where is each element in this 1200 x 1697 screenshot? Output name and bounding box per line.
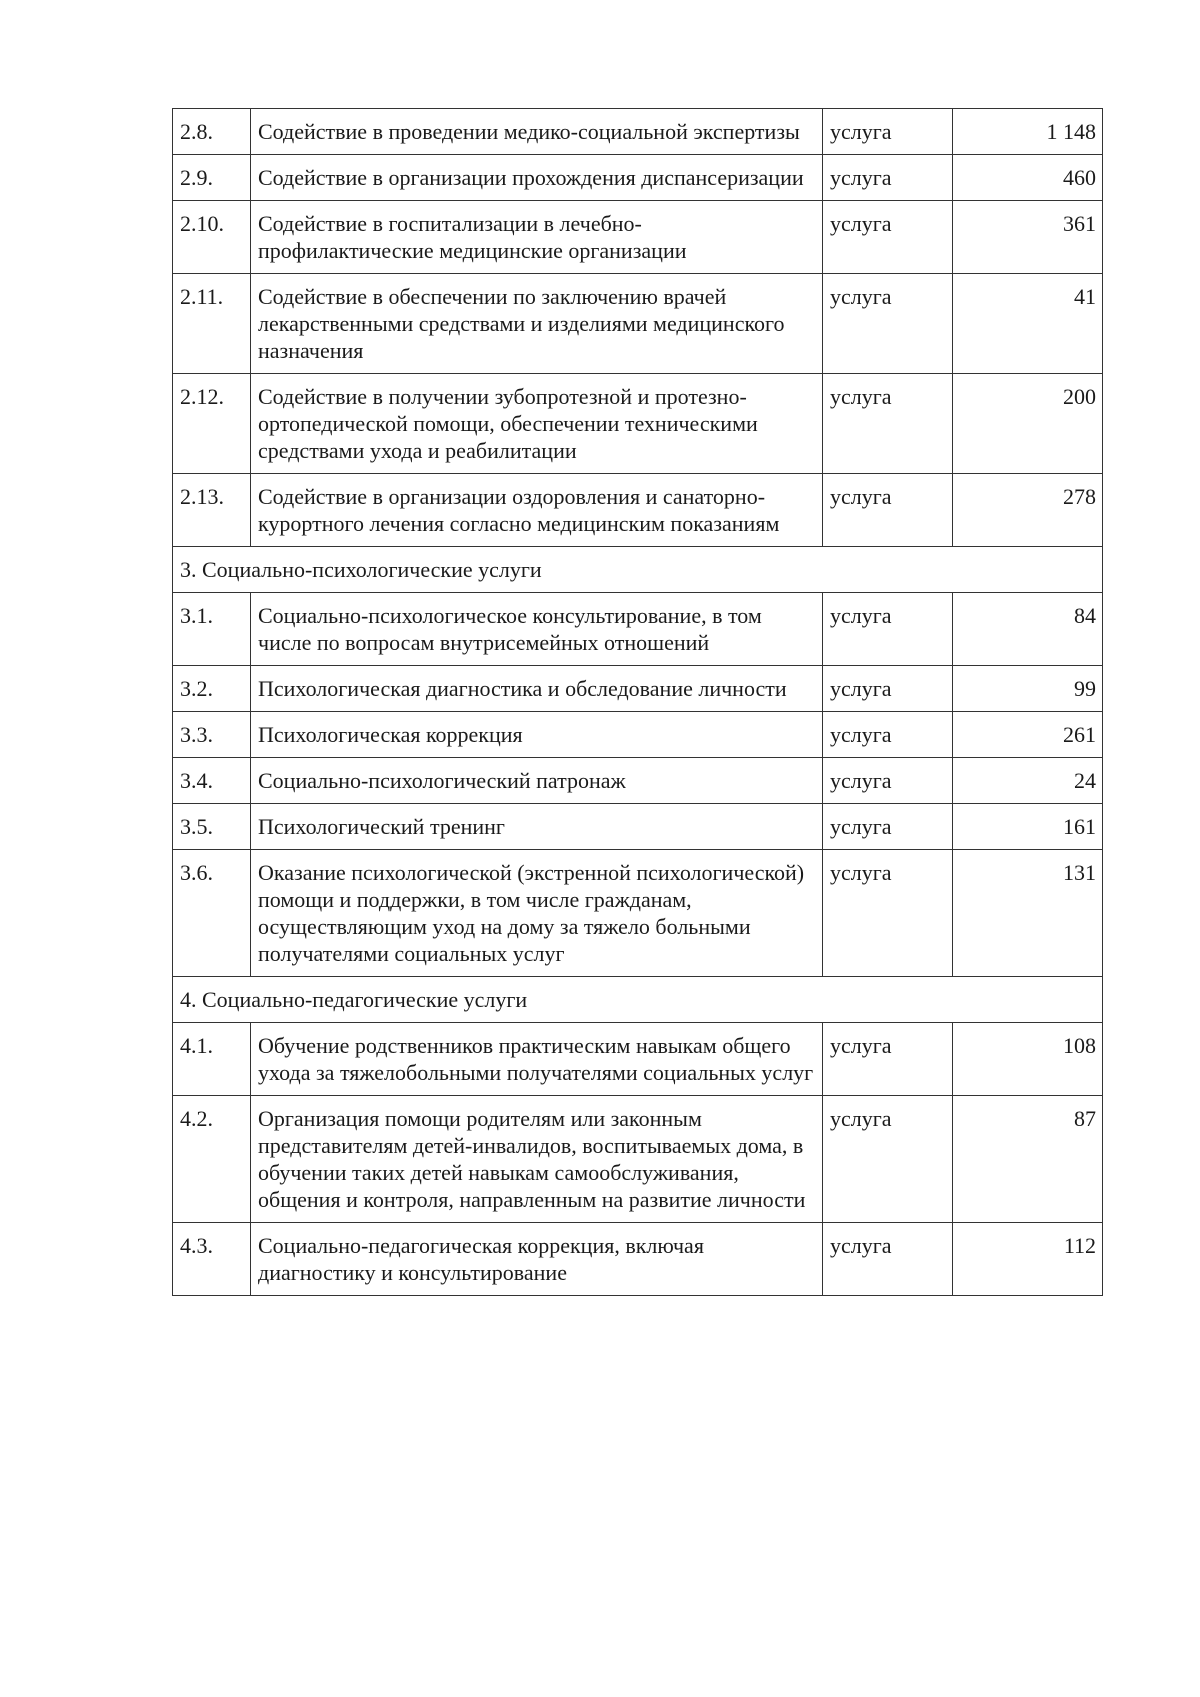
table-row xyxy=(173,758,1103,804)
table-row xyxy=(173,666,1103,712)
item-number: 3.5. xyxy=(173,804,251,850)
item-name: Организация помощи родителям или законным представителям детей-инвалидов, воспитываемых дома, в обучении таких детей навыкам самообслуживания, общения и контроля, направленным на развитие личности xyxy=(251,1096,823,1223)
item-number: 4.2. xyxy=(173,1096,251,1223)
item-value: 131 xyxy=(953,850,1103,977)
table-row xyxy=(173,374,1103,474)
item-number: 3.2. xyxy=(173,666,251,712)
item-value: 1 148 xyxy=(953,109,1103,155)
item-name: Социально-психологическое консультирование, в том числе по вопросам внутрисемейных отношений xyxy=(251,593,823,666)
item-number: 3.4. xyxy=(173,758,251,804)
table-row xyxy=(173,1223,1103,1296)
item-name: Психологическая коррекция xyxy=(251,712,823,758)
section-title: 3. Социально-психологические услуги xyxy=(173,547,1103,593)
section-header-row xyxy=(173,547,1103,593)
item-value: 361 xyxy=(953,201,1103,274)
item-name: Обучение родственников практическим навыкам общего ухода за тяжелобольными получателями социальных услуг xyxy=(251,1023,823,1096)
item-number: 2.11. xyxy=(173,274,251,374)
item-unit: услуга xyxy=(823,804,953,850)
item-value: 460 xyxy=(953,155,1103,201)
item-value: 84 xyxy=(953,593,1103,666)
item-unit: услуга xyxy=(823,1023,953,1096)
table-row xyxy=(173,1023,1103,1096)
item-value: 24 xyxy=(953,758,1103,804)
item-unit: услуга xyxy=(823,155,953,201)
item-value: 161 xyxy=(953,804,1103,850)
item-unit: услуга xyxy=(823,1096,953,1223)
item-name: Содействие в организации прохождения диспансеризации xyxy=(251,155,823,201)
item-value: 108 xyxy=(953,1023,1103,1096)
table-row xyxy=(173,155,1103,201)
item-name: Оказание психологической (экстренной психологической) помощи и поддержки, в том числе гражданам, осуществляющим уход на дому за тяжело больными получателями социальных услуг xyxy=(251,850,823,977)
item-name: Психологический тренинг xyxy=(251,804,823,850)
item-number: 3.6. xyxy=(173,850,251,977)
item-unit: услуга xyxy=(823,758,953,804)
item-name: Содействие в госпитализации в лечебно-профилактические медицинские организации xyxy=(251,201,823,274)
item-unit: услуга xyxy=(823,850,953,977)
item-number: 4.3. xyxy=(173,1223,251,1296)
item-name: Содействие в организации оздоровления и санаторно-курортного лечения согласно медицинским показаниям xyxy=(251,474,823,547)
item-value: 112 xyxy=(953,1223,1103,1296)
item-unit: услуга xyxy=(823,474,953,547)
item-name: Содействие в получении зубопротезной и протезно-ортопедической помощи, обеспечении техническими средствами ухода и реабилитации xyxy=(251,374,823,474)
item-value: 99 xyxy=(953,666,1103,712)
item-unit: услуга xyxy=(823,666,953,712)
item-name: Содействие в обеспечении по заключению врачей лекарственными средствами и изделиями медицинского назначения xyxy=(251,274,823,374)
item-value: 41 xyxy=(953,274,1103,374)
item-number: 3.3. xyxy=(173,712,251,758)
item-number: 2.12. xyxy=(173,374,251,474)
services-table xyxy=(172,108,1103,1296)
item-unit: услуга xyxy=(823,374,953,474)
item-name: Социально-педагогическая коррекция, включая диагностику и консультирование xyxy=(251,1223,823,1296)
item-number: 2.9. xyxy=(173,155,251,201)
table-row xyxy=(173,274,1103,374)
section-header-row xyxy=(173,977,1103,1023)
item-number: 2.10. xyxy=(173,201,251,274)
item-value: 278 xyxy=(953,474,1103,547)
item-unit: услуга xyxy=(823,274,953,374)
item-unit: услуга xyxy=(823,1223,953,1296)
item-unit: услуга xyxy=(823,109,953,155)
table-row xyxy=(173,201,1103,274)
item-unit: услуга xyxy=(823,593,953,666)
services-table-body xyxy=(173,109,1103,1296)
table-row xyxy=(173,109,1103,155)
item-unit: услуга xyxy=(823,201,953,274)
item-name: Социально-психологический патронаж xyxy=(251,758,823,804)
item-number: 2.8. xyxy=(173,109,251,155)
item-name: Содействие в проведении медико-социальной экспертизы xyxy=(251,109,823,155)
item-value: 87 xyxy=(953,1096,1103,1223)
table-row xyxy=(173,712,1103,758)
item-number: 2.13. xyxy=(173,474,251,547)
table-row xyxy=(173,850,1103,977)
section-title: 4. Социально-педагогические услуги xyxy=(173,977,1103,1023)
table-row xyxy=(173,1096,1103,1223)
table-row xyxy=(173,593,1103,666)
table-row xyxy=(173,474,1103,547)
item-unit: услуга xyxy=(823,712,953,758)
item-name: Психологическая диагностика и обследование личности xyxy=(251,666,823,712)
item-value: 200 xyxy=(953,374,1103,474)
item-value: 261 xyxy=(953,712,1103,758)
table-row xyxy=(173,804,1103,850)
item-number: 3.1. xyxy=(173,593,251,666)
item-number: 4.1. xyxy=(173,1023,251,1096)
